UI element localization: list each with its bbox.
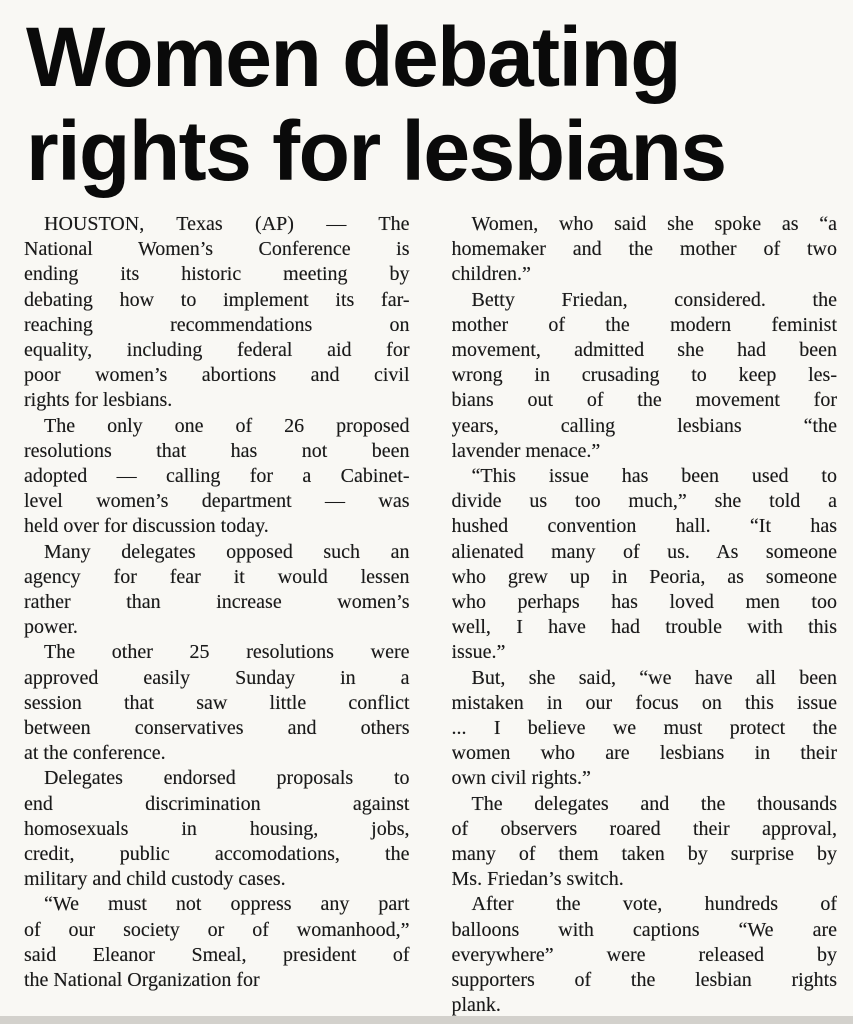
headline-line: Women debating [26, 10, 681, 104]
article-line: military and child custody cases. [24, 868, 286, 891]
article-line: “This issue has been used to [471, 465, 837, 488]
article-line: “We must not oppress any part [44, 893, 410, 916]
article-line: National Women’s Conference is [24, 238, 410, 261]
article-line: session that saw little conflict [24, 691, 410, 714]
article-line: lavender menace.” [451, 439, 601, 462]
scan-edge-strip [0, 1016, 853, 1024]
article-line: said Eleanor Smeal, president of [24, 943, 410, 966]
article-line: ending its historic meeting by [24, 263, 410, 286]
article-line: the National Organization for [24, 969, 260, 992]
article-line: rather than increase women’s [24, 591, 410, 614]
article-line: balloons with captions “We are [451, 918, 837, 941]
article-line: Betty Friedan, considered. the [471, 288, 837, 311]
article-line: movement, admitted she had been [451, 339, 837, 362]
article-line: issue.” [451, 641, 506, 664]
article-line: own civil rights.” [451, 767, 591, 790]
article-line: many of them taken by surprise by [451, 843, 837, 866]
article-line: rights for lesbians. [24, 389, 173, 412]
paragraph [24, 766, 410, 892]
article-line: The other 25 resolutions were [44, 641, 410, 664]
article-line: HOUSTON, Texas (AP) — The [44, 213, 410, 235]
article-line: hushed convention hall. “It has [451, 515, 837, 538]
article-line: end discrimination against [24, 792, 410, 815]
article-line: mother of the modern feminist [451, 313, 837, 336]
article-line: supporters of the lesbian rights [451, 969, 837, 992]
paragraph [452, 892, 838, 1018]
article-line: power. [24, 616, 78, 639]
article-line: homemaker and the mother of two [451, 238, 837, 261]
article-line: Many delegates opposed such an [44, 540, 410, 563]
paragraph [452, 464, 838, 666]
article-line: equality, including federal aid for [24, 339, 410, 362]
article-line: at the conference. [24, 742, 166, 765]
article-line: women who are lesbians in their [451, 742, 837, 765]
article-line: alienated many of us. As someone [451, 540, 837, 563]
article-line: Ms. Friedan’s switch. [451, 868, 624, 891]
column-right [452, 212, 838, 1019]
article-line: years, calling lesbians “the [451, 414, 837, 437]
column-left [24, 212, 410, 1019]
article-line: who grew up in Peoria, as someone [451, 565, 837, 588]
article-line: plank. [451, 994, 501, 1017]
article-line: resolutions that has not been [24, 439, 410, 462]
paragraph [24, 892, 410, 993]
article-line: held over for discussion today. [24, 515, 269, 538]
article-line: Women, who said she spoke as “a [471, 213, 837, 235]
article-line: homosexuals in housing, jobs, [24, 817, 410, 840]
paragraph [24, 212, 410, 414]
paragraph [24, 414, 410, 540]
article-line: The delegates and the thousands [471, 792, 837, 815]
article-line: everywhere” were released by [451, 943, 837, 966]
paragraph [452, 666, 838, 792]
article-headline [0, 0, 853, 198]
article-line: mistaken in our focus on this issue [451, 691, 837, 714]
article-line: debating how to implement its far- [24, 288, 410, 311]
article-line: bians out of the movement for [451, 389, 837, 412]
paragraph [452, 288, 838, 464]
article-line: poor women’s abortions and civil [24, 364, 410, 387]
article-line: of observers roared their approval, [451, 817, 837, 840]
article-line: approved easily Sunday in a [24, 666, 410, 689]
article-line: Delegates endorsed proposals to [44, 767, 410, 790]
article-line: divide us too much,” she told a [451, 490, 837, 513]
article-line: The only one of 26 proposed [44, 414, 410, 437]
article-line: But, she said, “we have all been [471, 666, 837, 689]
article-line: wrong in crusading to keep les- [451, 364, 837, 387]
article-line: level women’s department — was [24, 490, 410, 513]
article-line: credit, public accomodations, the [24, 843, 410, 866]
headline-line: rights for lesbians [26, 104, 726, 198]
article-line: children.” [451, 263, 531, 286]
article-line: who perhaps has loved men too [451, 591, 837, 614]
article-line: of our society or of womanhood,” [24, 918, 410, 941]
paragraph [452, 212, 838, 288]
article-columns [0, 212, 853, 1019]
article-line: After the vote, hundreds of [471, 893, 837, 916]
article-line: well, I have had trouble with this [451, 616, 837, 639]
article-line: agency for fear it would lessen [24, 565, 410, 588]
paragraph [24, 640, 410, 766]
article-line: ... I believe we must protect the [451, 717, 837, 740]
article-line: reaching recommendations on [24, 313, 410, 336]
article-line: adopted — calling for a Cabinet- [24, 465, 410, 488]
paragraph [24, 540, 410, 641]
paragraph [452, 792, 838, 893]
article-line: between conservatives and others [24, 717, 410, 740]
